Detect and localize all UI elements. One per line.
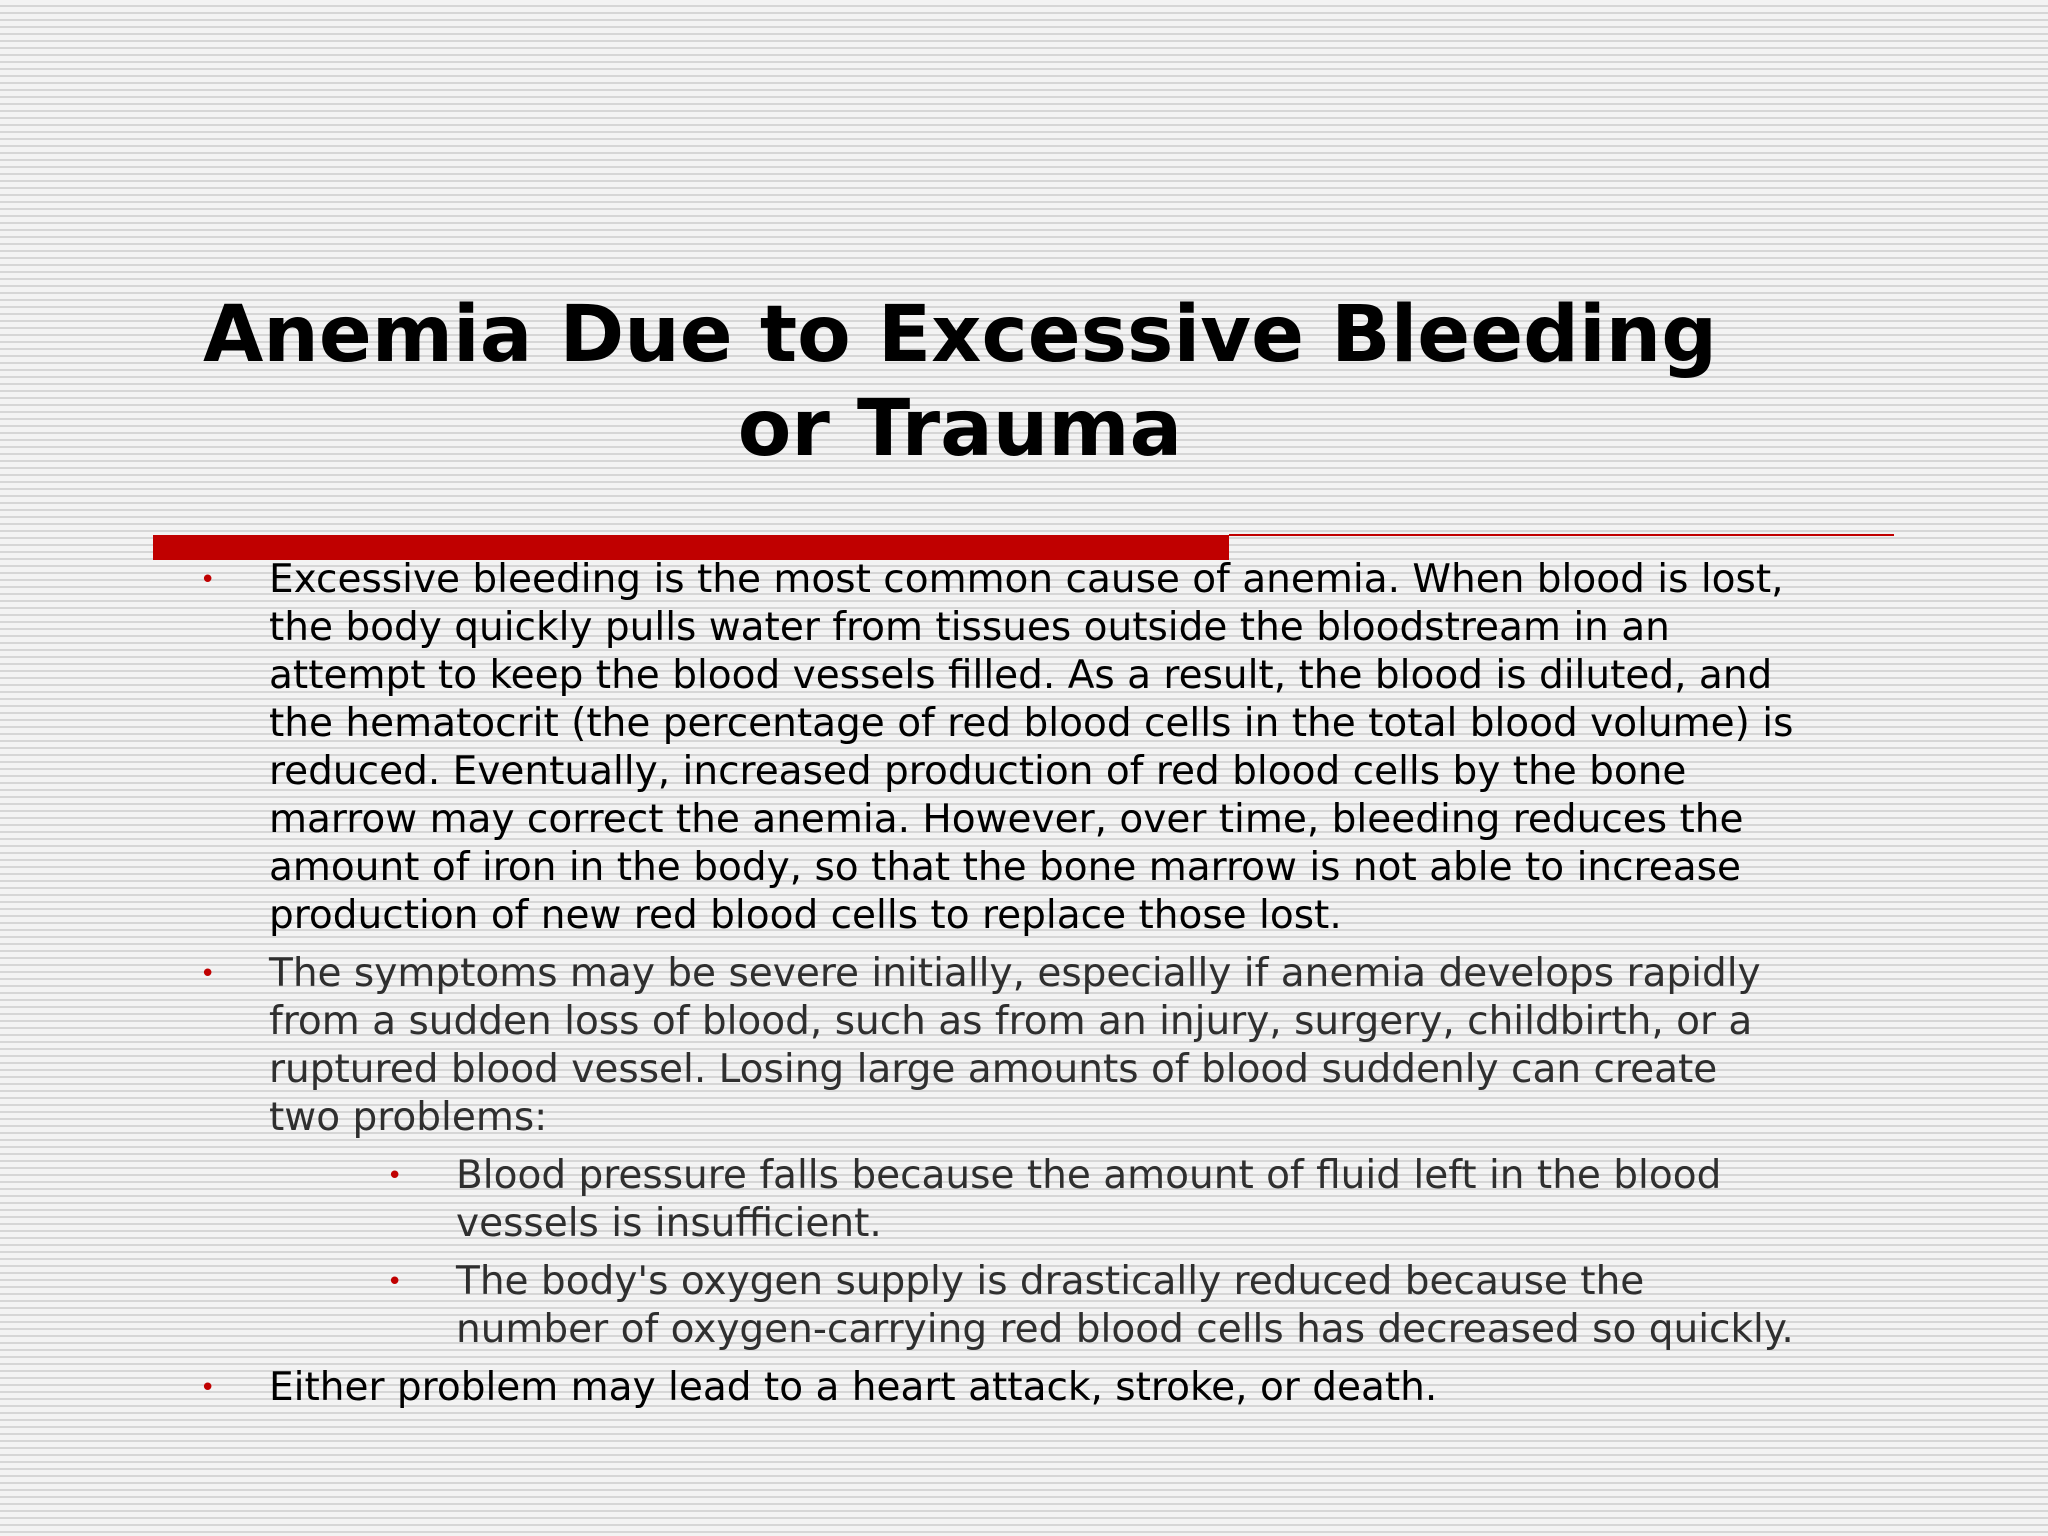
bullet-3-line-1: Either problem may lead to a heart attack, stroke, or death.: [269, 1365, 1438, 1410]
sub-bullet-1-line-2: vessels is insufficient.: [456, 1201, 882, 1246]
bullet-2-line-3: ruptured blood vessel. Losing large amounts of blood suddenly can create: [269, 1047, 1718, 1092]
sub-bullet-2-line-1: The body's oxygen supply is drastically reduced because the: [456, 1259, 1645, 1304]
bullet-list: [200, 556, 1880, 1412]
bullet-1-line-4: the hematocrit (the percentage of red blood cells in the total blood volume) is: [269, 701, 1794, 746]
sub-bullet-item-2: [387, 1258, 1880, 1354]
sub-bullet-2-line-2: number of oxygen-carrying red blood cells has decreased so quickly.: [456, 1307, 1794, 1352]
bullet-1-line-6: marrow may correct the anemia. However, over time, bleeding reduces the: [269, 797, 1744, 842]
slide-title-line-1: Anemia Due to Excessive Bleeding: [202, 290, 1718, 380]
bullet-icon: •: [387, 1161, 403, 1191]
title-divider-thin: [1229, 534, 1894, 536]
bullet-1-line-5: reduced. Eventually, increased production of red blood cells by the bone: [269, 749, 1687, 794]
bullet-item-3: [200, 1364, 1880, 1412]
sub-bullet-1-line-1: Blood pressure falls because the amount of fluid left in the blood: [456, 1153, 1722, 1198]
bullet-2-line-2: from a sudden loss of blood, such as from an injury, surgery, childbirth, or a: [269, 999, 1753, 1044]
slide-title-line-2: or Trauma: [737, 384, 1183, 474]
bullet-1-line-2: the body quickly pulls water from tissues outside the bloodstream in an: [269, 605, 1670, 650]
bullet-1-line-7: amount of iron in the body, so that the bone marrow is not able to increase: [269, 845, 1741, 890]
slide-title: [160, 288, 1760, 476]
bullet-2-line-1: The symptoms may be severe initially, especially if anemia develops rapidly: [269, 951, 1761, 996]
bullet-1-line-1: Excessive bleeding is the most common cause of anemia. When blood is lost,: [269, 557, 1784, 602]
bullet-2-line-4: two problems:: [269, 1095, 548, 1140]
bullet-icon: •: [387, 1267, 403, 1297]
bullet-item-1: [200, 556, 1880, 940]
bullet-icon: •: [200, 1373, 216, 1403]
bullet-1-line-3: attempt to keep the blood vessels filled. As a result, the blood is diluted, and: [269, 653, 1773, 698]
bullet-item-2: [200, 950, 1880, 1142]
bullet-icon: •: [200, 565, 216, 595]
sub-bullet-item-1: [387, 1152, 1880, 1248]
bullet-icon: •: [200, 959, 216, 989]
bullet-1-line-8: production of new red blood cells to replace those lost.: [269, 893, 1342, 938]
